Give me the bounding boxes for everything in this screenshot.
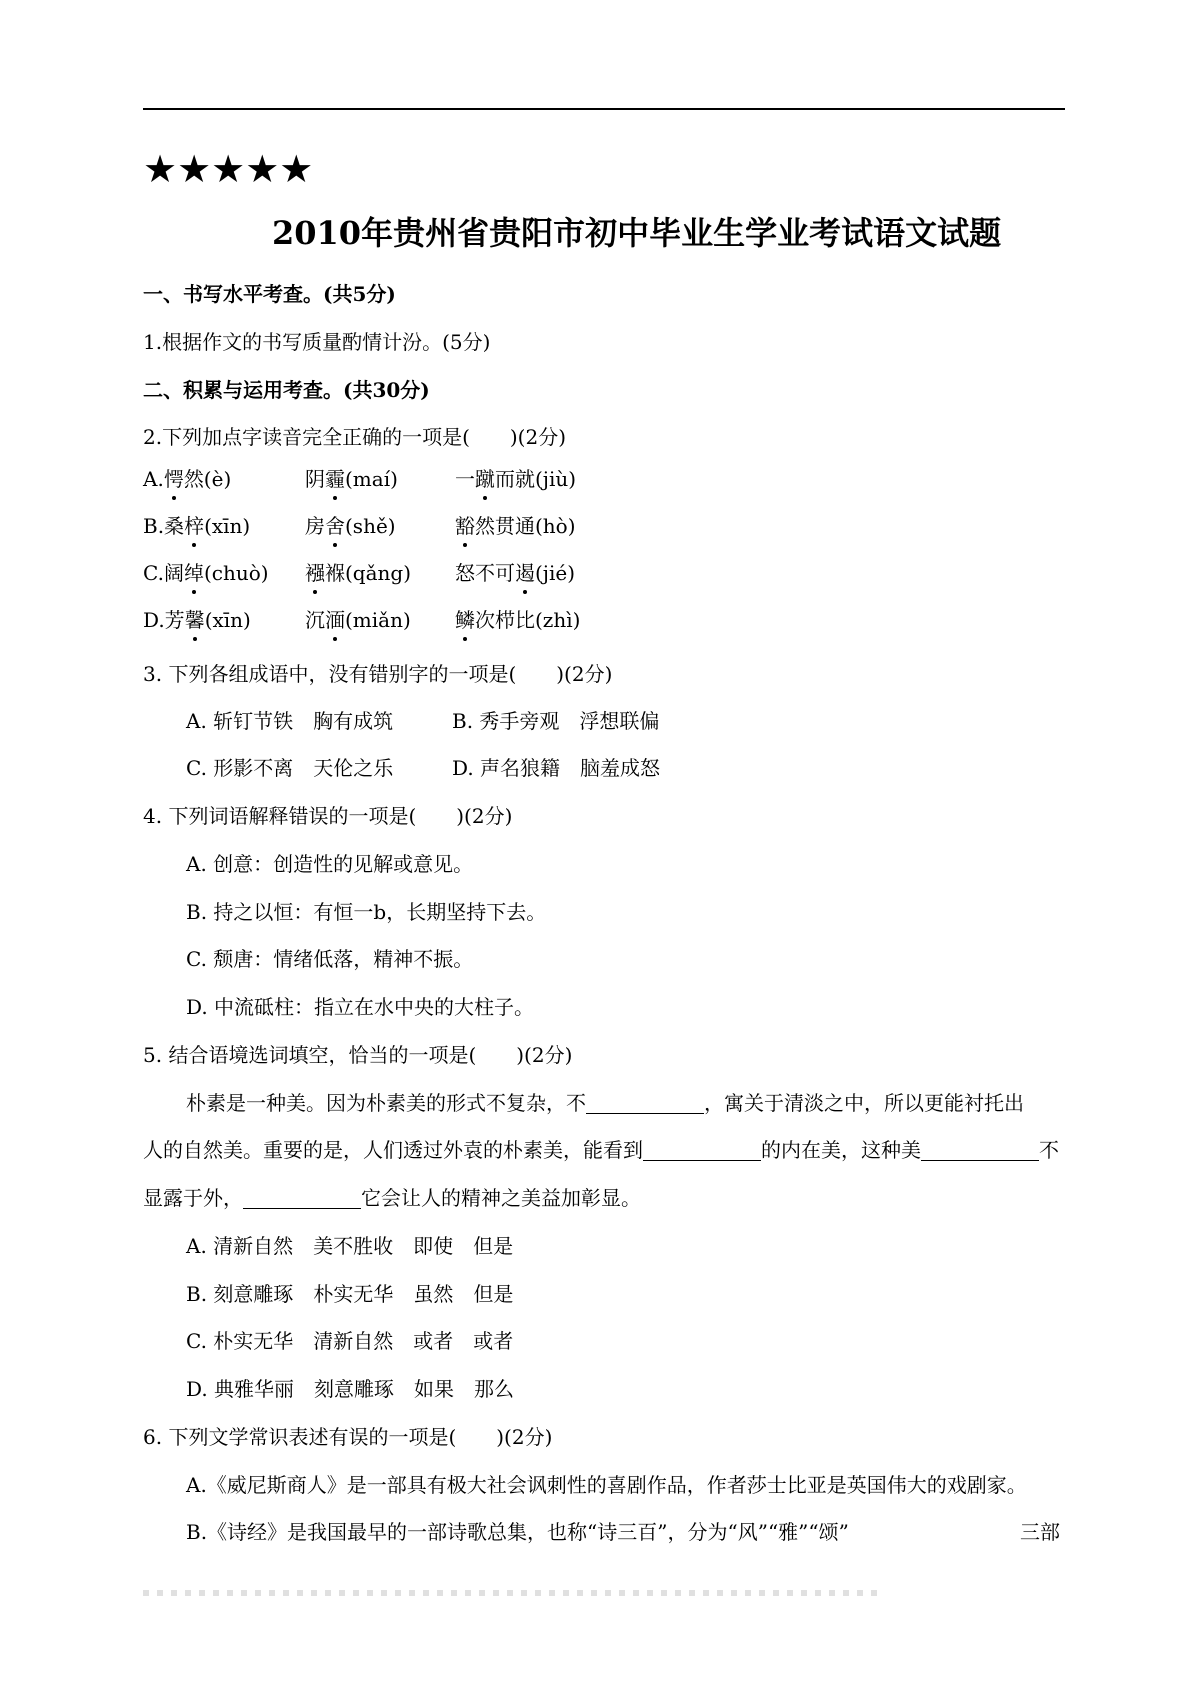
rating-stars: ★★★★★: [143, 147, 314, 191]
q2-option-b-2: 房舍(shě): [305, 514, 396, 538]
q2-option-b-1: B.桑梓(xīn): [143, 514, 251, 538]
q3-option-b: B. 秀手旁观 浮想联偏: [452, 709, 660, 733]
fill-blank-3: [921, 1140, 1039, 1161]
q3-option-a: A. 斩钉节铁 胸有成筑: [186, 709, 394, 733]
question-6-stem: 6. 下列文学常识表述有误的一项是( )(2分): [143, 1425, 553, 1449]
bleed-through-text: [143, 1590, 883, 1596]
q2-option-a-3: 一蹴而就(jiù): [455, 467, 577, 491]
q3-option-c: C. 形影不离 天伦之乐: [186, 756, 394, 780]
fill-blank-2: [643, 1140, 761, 1161]
fill-blank-1: [586, 1093, 704, 1114]
q4-option-c: C. 颓唐：情绪低落，精神不振。: [186, 947, 474, 971]
fill-blank-4: [243, 1188, 361, 1209]
page-title: 2010年贵州省贵阳市初中毕业生学业考试语文试题: [272, 214, 1002, 252]
q2-option-b-3: 豁然贯通(hò): [455, 514, 576, 538]
q2-option-c-2: 襁褓(qǎng): [305, 561, 412, 585]
q6-option-a: A.《威尼斯商人》是一部具有极大社会讽刺性的喜剧作品，作者莎士比亚是英国伟大的戏剧家。: [186, 1473, 1027, 1497]
q5-passage-line-3: 显露于外， 它会让人的精神之美益加彰显。: [143, 1186, 641, 1210]
section-heading-1: 一、书写水平考查。(共5分): [143, 282, 396, 306]
q5-option-b: B. 刻意雕琢 朴实无华 虽然 但是: [186, 1282, 514, 1306]
q2-option-c-3: 怒不可遏(jié): [455, 561, 576, 585]
q6-option-b-tail: 三部: [1020, 1520, 1060, 1544]
question-1: 1.根据作文的书写质量酌情计汾。(5分): [143, 330, 491, 354]
q2-option-d-2: 沉湎(miǎn): [305, 608, 411, 632]
q5-option-c: C. 朴实无华 清新自然 或者 或者: [186, 1329, 514, 1353]
q5-passage-line-1: 朴素是一种美。因为朴素美的形式不复杂，不 ，寓关于清淡之中，所以更能衬托出: [186, 1091, 1024, 1115]
q2-option-a-1: A.愕然(è): [143, 467, 232, 491]
q5-option-d: D. 典雅华丽 刻意雕琢 如果 那么: [186, 1377, 515, 1401]
q4-option-d: D. 中流砥柱：指立在水中央的大柱子。: [186, 995, 535, 1019]
header-rule: [143, 108, 1065, 110]
q3-option-d: D. 声名狼籍 脑羞成怒: [452, 756, 661, 780]
section-heading-2: 二、积累与运用考查。(共30分): [143, 378, 430, 402]
q2-option-d-1: D.芳馨(xīn): [143, 608, 251, 632]
q6-option-b: B.《诗经》是我国最早的一部诗歌总集，也称“诗三百”，分为“风”“雅”“颂”: [186, 1520, 849, 1544]
q2-option-c-1: C.阔绰(chuò): [143, 561, 269, 585]
q2-option-a-2: 阴霾(maí): [305, 467, 398, 491]
question-5-stem: 5. 结合语境选词填空，恰当的一项是( )(2分): [143, 1043, 573, 1067]
q5-passage-line-2: 人的自然美。重要的是，人们透过外袁的朴素美，能看到 的内在美，这种美 不: [143, 1138, 1059, 1162]
question-2-stem: 2.下列加点字读音完全正确的一项是( )(2分): [143, 425, 567, 449]
question-3-stem: 3. 下列各组成语中，没有错别字的一项是( )(2分): [143, 662, 613, 686]
q4-option-a: A. 创意：创造性的见解或意见。: [186, 852, 474, 876]
q4-option-b: B. 持之以恒：有恒一b，长期坚持下去。: [186, 900, 547, 924]
q5-option-a: A. 清新自然 美不胜收 即使 但是: [186, 1234, 514, 1258]
question-4-stem: 4. 下列词语解释错误的一项是( )(2分): [143, 804, 513, 828]
q2-option-d-3: 鳞次栉比(zhì): [455, 608, 581, 632]
